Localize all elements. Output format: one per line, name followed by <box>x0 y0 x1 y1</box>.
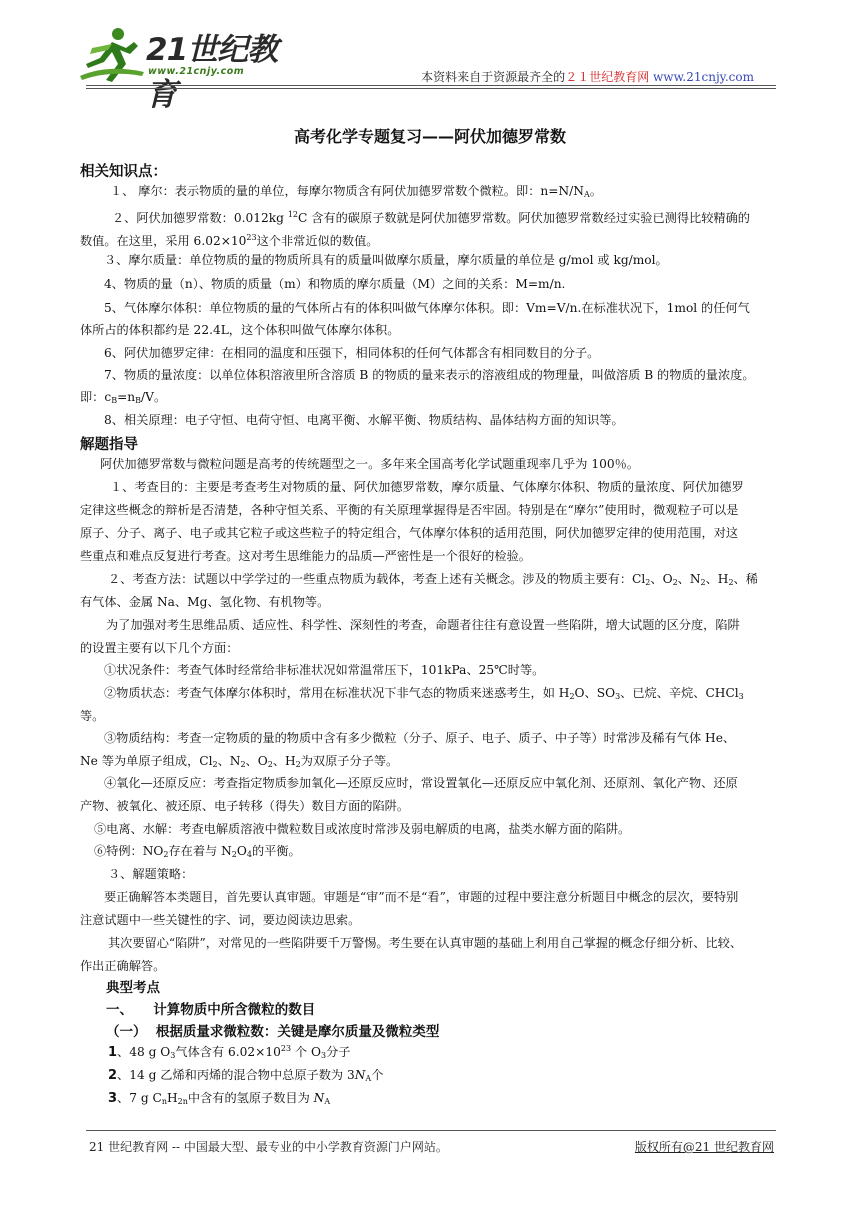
question-item-1: 1、48 g $O_3$气体含有 $6.02\times 10^{23}$ 个 $O_3$分子 <box>108 1044 351 1060</box>
logo-url: www.21cnjy.com <box>148 66 245 77</box>
strategy-line-2a: 其次要留心“陷阱”，对常见的一些陷阱要千万警惕。考生要在认真审题的基础上利用自己掌握的概念仔细分析、比较、 <box>108 936 743 950</box>
guide-line-1c: 原子、分子、离子、电子或其它粒子或这些粒子的特定组合，气体摩尔体积的适用范围，阿伏加德罗定律的使用范围，对这 <box>80 526 739 540</box>
knowledge-line-5b: 体所占的体积都约是 22.4L，这个体积叫做气体摩尔体积。 <box>80 323 400 337</box>
knowledge-line-4: 4、物质的量（n）、物质的质量（m）和物质的摩尔质量（M）之间的关系：M=m/n. <box>104 277 566 291</box>
runner-logo-icon <box>78 24 148 84</box>
guide-line-3a: 为了加强对考生思维品质、适应性、科学性、深刻性的考查，命题者往往有意设置一些陷阱，增大试题的区分度，陷阱 <box>106 618 740 632</box>
knowledge-line-3: ３、摩尔质量：单位物质的量的物质所具有的质量叫做摩尔质量，摩尔质量的单位是 g/mol 或 kg/mol。 <box>104 253 668 267</box>
trap-2b: 等。 <box>80 709 105 723</box>
guide-line-2a: ２、考查方法：试题以中学学过的一些重点物质为载体，考查上述有关概念。涉及的物质主要有：$Cl_2$、$O_2$、$N_2$、$H_2$、稀 <box>108 572 758 587</box>
site-logo[interactable] <box>88 24 288 113</box>
strategy-line-1a: 要正确解答本类题目，首先要认真审题。审题是“审”而不是“看”，审题的过程中要注意分析题目中概念的层次，要特别 <box>104 890 739 904</box>
guide-line-1a: １、考查目的：主要是考查考生对物质的量、阿伏加德罗常数，摩尔质量、气体摩尔体积、物质的量浓度、阿伏加德罗 <box>110 480 744 494</box>
section-knowledge-heading: 相关知识点： <box>80 164 167 180</box>
trap-3a: ③物质结构：考查一定物质的量的物质中含有多少微粒（分子、原子、电子、质子、中子等）时常涉及稀有气体 He、 <box>104 731 736 745</box>
question-item-3: 3、7 g $C_nH_{2n}$中含有的氢原子数目为 $N_A$ <box>108 1091 331 1106</box>
section-part1-1-heading: （一） 根据质量求微粒数：关键是摩尔质量及微粒类型 <box>106 1024 440 1040</box>
knowledge-line-7a: 7、物质的量浓度：以单位体积溶液里所含溶质 B 的物质的量来表示的溶液组成的物理量，叫做溶质 B 的物质的量浓度。 <box>104 368 755 382</box>
logo-wordmark: 21世纪教育 <box>146 32 278 113</box>
trap-2a: ②物质状态：考查气体摩尔体积时，常用在标准状况下非气态的物质来迷惑考生，如 $H_2O$、$SO_3$、已烷、辛烷、CHCl$_3$ <box>104 686 744 701</box>
header-rule-double <box>86 88 776 89</box>
knowledge-line-7b: 即：$c_B=n_B/V$。 <box>80 390 167 405</box>
guide-line-2b: 有气体、金属 Na、Mg、氢化物、有机物等。 <box>80 595 330 609</box>
knowledge-line-2b: 数值。在这里，采用 $6.02\times 10^{23}$这个非常近似的数值。 <box>80 233 379 248</box>
knowledge-line-1: １、 摩尔：表示物质的量的单位，每摩尔物质含有阿伏加德罗常数个微粒。即：$n=N/N_A$。 <box>110 184 602 199</box>
header-note-prefix: 本资料来自于资源最齐全的 <box>421 70 566 84</box>
footer-copyright-link[interactable]: 版权所有@21 世纪教育网 <box>634 1140 774 1154</box>
trap-4b: 产物、被氧化、被还原、电子转移（得失）数目方面的陷阱。 <box>80 799 410 813</box>
knowledge-line-8: 8、相关原理：电子守恒、电荷守恒、电离平衡、水解平衡、物质结构、晶体结构方面的知识等。 <box>104 413 624 427</box>
strategy-line-2b: 作出正确解答。 <box>80 959 166 973</box>
trap-3b: Ne 等为单原子组成，$Cl_2$、$N_2$、$O_2$、$H_2$为双原子分子等。 <box>80 754 399 769</box>
knowledge-line-2a: ２、阿伏加德罗常数：0.012kg $^{12}$C 含有的碳原子数就是阿伏加德罗常数。阿伏加德罗常数经过实验已测得比较精确的 <box>112 210 750 225</box>
trap-1: ①状况条件：考查气体时经常给非标准状况如常温常压下，101kPa、25℃时等。 <box>104 663 545 677</box>
section-part1-heading: 一、 计算物质中所含微粒的数目 <box>106 1002 316 1018</box>
guide-line-3b: 的设置主要有以下几个方面： <box>80 641 239 655</box>
strategy-line-1b: 注意试题中一些关键性的字、词，要边阅读边思索。 <box>80 913 361 927</box>
trap-4a: ④氧化—还原反应：考查指定物质参加氧化—还原反应时，常设置氧化—还原反应中氧化剂、还原剂、氧化产物、还原 <box>104 776 738 790</box>
header-rule <box>86 85 776 86</box>
guide-line-1d: 些重点和难点反复进行考查。这对考生思维能力的品质—严密性是一个很好的检验。 <box>80 549 531 563</box>
strategy-heading: ３、解题策略： <box>108 867 194 881</box>
guide-line-1b: 定律这些概念的辩析是否清楚，各种守恒关系、平衡的有关原理掌握得是否牢固。特别是在“摩尔”使用时，微观粒子可以是 <box>80 503 739 517</box>
footer-site-description: 21 世纪教育网 -- 中国最大型、最专业的中小学教育资源门户网站。 <box>89 1140 448 1154</box>
knowledge-line-6: 6、阿伏加德罗定律：在相同的温度和压强下，相同体积的任何气体都含有相同数目的分子。 <box>104 346 600 360</box>
page-title: 高考化学专题复习——阿伏加德罗常数 <box>293 127 566 146</box>
trap-5: ⑤电离、水解：考查电解质溶液中微粒数目或浓度时常涉及弱电解质的电离，盐类水解方面的陷阱。 <box>94 822 631 836</box>
header-note-url[interactable]: www.21cnjy.com <box>653 70 754 84</box>
trap-6: ⑥特例：$NO_2$存在着与 $N_2O_4$的平衡。 <box>94 844 301 859</box>
question-item-2: 2、14 g 乙烯和丙烯的混合物中总原子数为 $3N_A$个 <box>108 1068 384 1083</box>
footer-rule <box>86 1130 776 1131</box>
section-typical-heading: 典型考点 <box>106 980 160 996</box>
knowledge-line-5a: 5、气体摩尔体积：单位物质的量的气体所占有的体积叫做气体摩尔体积。即：Vm=V/n.在标准状况下，1mol 的任何气 <box>104 301 750 315</box>
header-note-site[interactable]: ２１世纪教育网 <box>565 70 650 84</box>
guide-intro: 阿伏加德罗常数与微粒问题是高考的传统题型之一。多年来全国高考化学试题重现率几乎为 100％。 <box>100 457 640 471</box>
section-guide-heading: 解题指导 <box>80 437 138 453</box>
header-note <box>421 68 754 85</box>
